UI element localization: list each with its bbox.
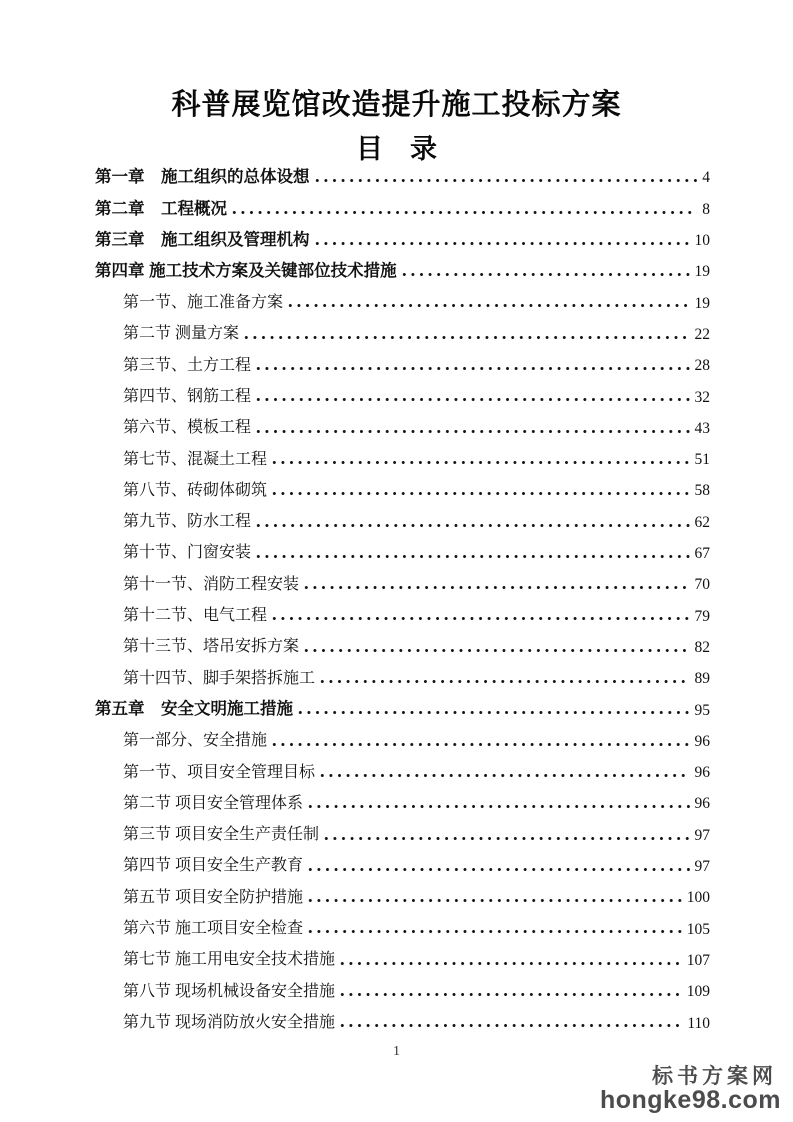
toc-entry-title: 第十一节、消防工程安装 (123, 575, 300, 593)
toc-entry-page: 43 (694, 419, 710, 437)
toc-leader-dots (270, 492, 689, 495)
toc-entry-title: 第三章 施工组织及管理机构 (95, 230, 310, 249)
toc-leader-dots (242, 336, 689, 339)
toc-entry-page: 22 (694, 325, 710, 343)
toc-entry-page: 79 (694, 607, 710, 625)
toc-entry-title: 第七节、混凝土工程 (123, 450, 268, 468)
toc-entry-page: 28 (694, 357, 710, 375)
toc-entry (95, 907, 710, 938)
toc-entry-page: 97 (694, 826, 710, 844)
toc-entry-title: 第四节 项目安全生产教育 (123, 857, 304, 875)
toc-entry (95, 594, 710, 625)
toc-leader-dots (230, 211, 697, 214)
toc-entry-title: 第二章 工程概况 (95, 199, 227, 218)
toc-entry-page: 89 (694, 670, 710, 688)
toc-entry-title: 第六节 施工项目安全检查 (123, 920, 304, 938)
toc-entry-page: 100 (686, 889, 710, 907)
toc-leader-dots (338, 1024, 682, 1027)
toc-entry (95, 563, 710, 594)
toc-entry (95, 375, 710, 406)
toc-entry-title: 第五章 安全文明施工措施 (95, 700, 293, 719)
toc-entry-title: 第九节、防水工程 (123, 513, 252, 531)
toc-leader-dots (400, 273, 690, 276)
toc-entry (95, 406, 710, 437)
toc-entry (95, 156, 710, 187)
toc-entry (95, 657, 710, 688)
toc-heading: 目 录 (356, 134, 437, 164)
toc-leader-dots (296, 711, 690, 714)
toc-entry (95, 1001, 710, 1032)
toc-leader-dots (254, 555, 689, 558)
toc-entry-title: 第十节、门窗安装 (123, 544, 252, 562)
toc-entry-title: 第五节 项目安全防护措施 (123, 888, 304, 906)
toc-entry (95, 438, 710, 469)
toc-leader-dots (254, 430, 689, 433)
toc-leader-dots (338, 962, 682, 965)
toc-leader-dots (318, 774, 689, 777)
toc-entry-title: 第七节 施工用电安全技术措施 (123, 951, 336, 969)
toc-leader-dots (270, 743, 689, 746)
toc-entry-title: 第二节 测量方案 (123, 325, 240, 343)
toc-entry-page: 97 (694, 858, 710, 876)
toc-entry (95, 532, 710, 563)
watermark-site-url: hongke98.com (599, 1086, 781, 1114)
toc-entry-page: 96 (694, 764, 710, 782)
toc-entry (95, 281, 710, 312)
toc-entry (95, 219, 710, 250)
toc-entry-page: 82 (694, 638, 710, 656)
toc-entry (95, 845, 710, 876)
toc-entry-page: 105 (686, 920, 710, 938)
toc-entry (95, 312, 710, 343)
toc-entry-page: 96 (694, 732, 710, 750)
toc-entry-title: 第十三节、塔吊安拆方案 (123, 638, 300, 656)
toc-entry (95, 688, 710, 719)
toc-entry-title: 第十二节、电气工程 (123, 607, 268, 625)
toc-leader-dots (286, 304, 689, 307)
toc-entry-title: 第一部分、安全措施 (123, 732, 268, 750)
toc-entry-page: 8 (702, 200, 710, 218)
toc-leader-dots (306, 868, 689, 871)
document-title: 科普展览馆改造提升施工投标方案 (171, 89, 622, 121)
toc-entry (95, 469, 710, 500)
toc-entry-page: 4 (702, 169, 710, 187)
toc-entry-title: 第九节 现场消防放火安全措施 (123, 1013, 336, 1031)
toc-entry-title: 第八节、砖砌体砌筑 (123, 481, 268, 499)
toc-leader-dots (306, 930, 682, 933)
toc-entry (95, 344, 710, 375)
toc-entry (95, 876, 710, 907)
toc-leader-dots (318, 680, 689, 683)
toc-entry-page: 19 (694, 294, 710, 312)
toc-entry-title: 第四节、钢筋工程 (123, 387, 252, 405)
toc-entry (95, 719, 710, 750)
toc-entry-page: 62 (694, 513, 710, 531)
toc-entry (95, 250, 710, 281)
toc-leader-dots (338, 993, 682, 996)
toc-entry (95, 813, 710, 844)
toc-entry-page: 67 (694, 545, 710, 563)
toc-entry-page: 10 (694, 232, 710, 250)
toc-entry-page: 70 (694, 576, 710, 594)
toc-leader-dots (302, 649, 689, 652)
toc-entry-page: 58 (694, 482, 710, 500)
toc-entry-page: 96 (694, 795, 710, 813)
toc-entry-title: 第十四节、脚手架搭拆施工 (123, 669, 316, 687)
toc-entry-title: 第一节、施工准备方案 (123, 294, 284, 312)
toc-list (95, 156, 710, 1032)
toc-entry (95, 187, 710, 218)
watermark (600, 1066, 781, 1113)
toc-leader-dots (313, 242, 690, 245)
toc-leader-dots (254, 367, 689, 370)
toc-entry (95, 500, 710, 531)
toc-entry-page: 32 (694, 388, 710, 406)
toc-entry (95, 938, 710, 969)
toc-entry-page: 19 (694, 263, 710, 281)
toc-entry-title: 第二节 项目安全管理体系 (123, 794, 304, 812)
toc-entry-title: 第一章 施工组织的总体设想 (95, 168, 310, 187)
toc-entry (95, 782, 710, 813)
toc-entry-page: 95 (694, 701, 710, 719)
toc-entry (95, 970, 710, 1001)
toc-entry-title: 第一节、项目安全管理目标 (123, 763, 316, 781)
toc-leader-dots (270, 617, 689, 620)
toc-entry-title: 第四章 施工技术方案及关键部位技术措施 (95, 262, 397, 281)
toc-entry-page: 107 (686, 951, 710, 969)
toc-leader-dots (306, 805, 689, 808)
toc-leader-dots (302, 586, 689, 589)
toc-leader-dots (254, 398, 689, 401)
toc-leader-dots (313, 179, 698, 182)
toc-entry-title: 第三节 项目安全生产责任制 (123, 826, 320, 844)
toc-entry-title: 第八节 现场机械设备安全措施 (123, 982, 336, 1000)
toc-entry-page: 51 (694, 451, 710, 469)
toc-entry-page: 109 (686, 983, 710, 1001)
toc-leader-dots (306, 899, 682, 902)
toc-leader-dots (270, 461, 689, 464)
toc-leader-dots (254, 524, 689, 527)
toc-entry (95, 751, 710, 782)
watermark-site-name: 标书方案网 (652, 1065, 777, 1088)
toc-leader-dots (322, 837, 689, 840)
toc-entry-title: 第三节、土方工程 (123, 356, 252, 374)
toc-entry (95, 625, 710, 656)
toc-entry-page: 110 (687, 1014, 710, 1032)
toc-entry-title: 第六节、模板工程 (123, 419, 252, 437)
page-number: 1 (393, 1044, 400, 1059)
